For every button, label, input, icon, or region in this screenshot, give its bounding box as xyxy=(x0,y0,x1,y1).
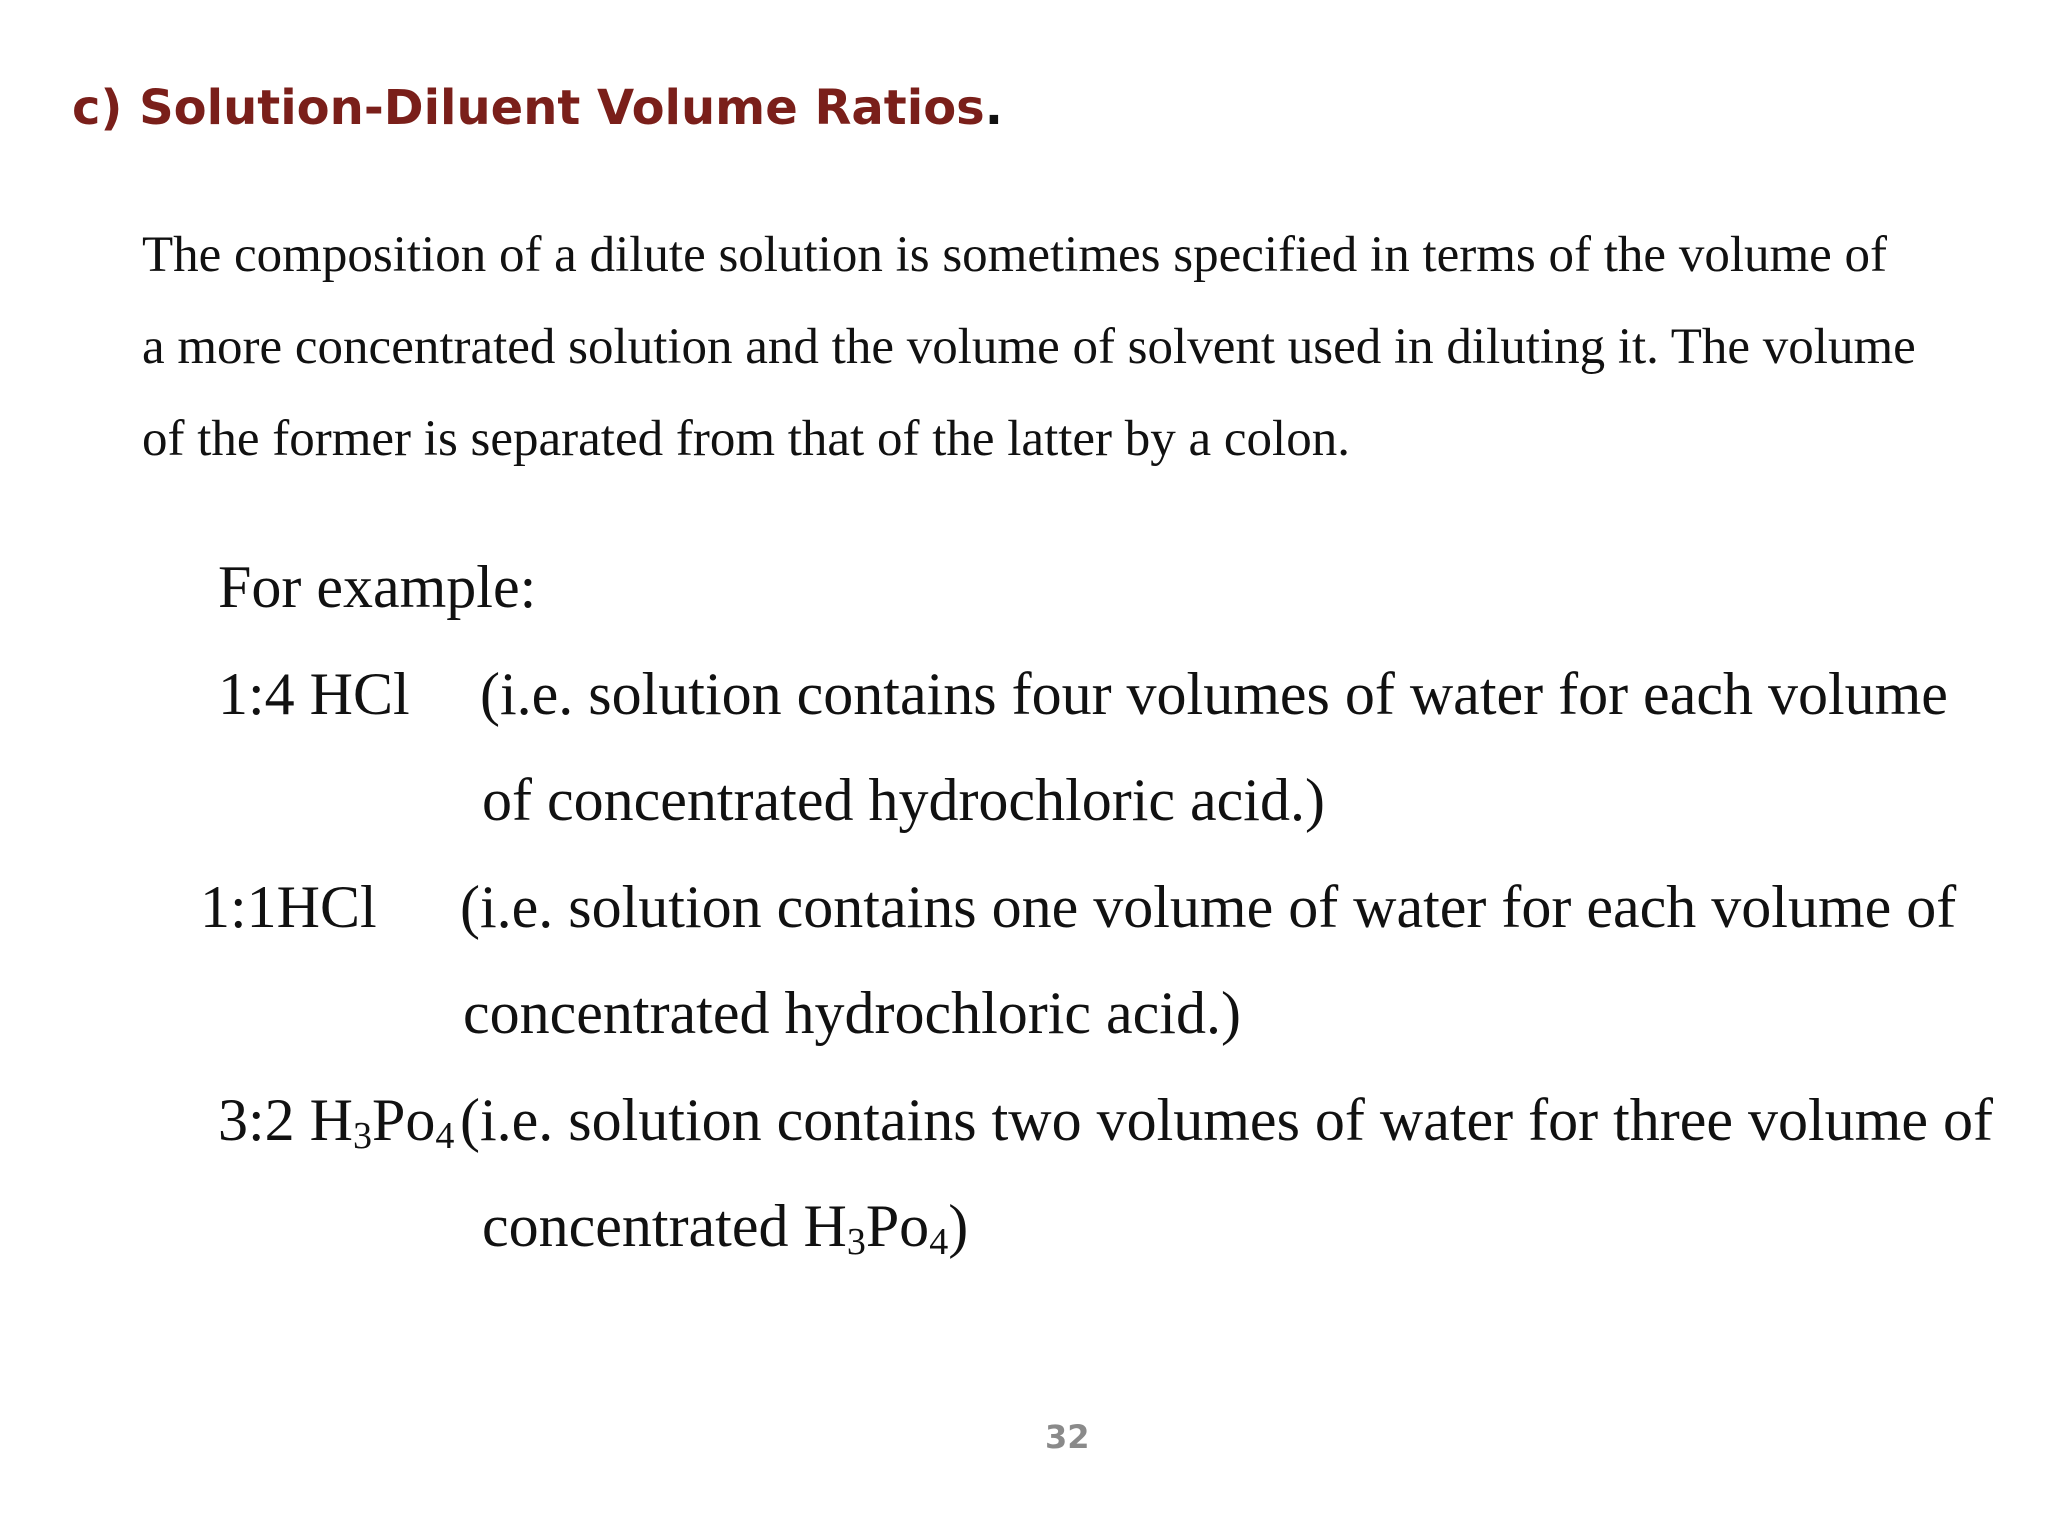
example-3-line-2-subscript-4: 4 xyxy=(929,1221,949,1263)
examples-intro: For example: xyxy=(218,554,537,620)
example-1-line-2: of concentrated hydrochloric acid.) xyxy=(482,767,1325,833)
example-2-line-2: concentrated hydrochloric acid.) xyxy=(463,980,1241,1046)
example-2-line-1: (i.e. solution contains one volume of water for each volume of xyxy=(460,874,1957,940)
example-1-line-1: (i.e. solution contains four volumes of water for each volume xyxy=(480,661,1948,727)
example-3-line-2-subscript-3: 3 xyxy=(846,1221,866,1263)
example-3-label-subscript-3: 3 xyxy=(353,1115,372,1157)
heading-period: . xyxy=(984,80,1003,136)
example-3-label xyxy=(218,1086,454,1155)
heading-text: c) Solution-Diluent Volume Ratios xyxy=(72,80,985,136)
paragraph-line-1: The composition of a dilute solution is sometimes specified in terms of the volume of xyxy=(142,227,1888,283)
page-number: 32 xyxy=(1045,1418,1090,1456)
paragraph-line-2: a more concentrated solution and the volume of solvent used in diluting it. The volume xyxy=(142,319,1916,375)
example-3-line-2-po: Po xyxy=(865,1193,930,1259)
example-3-line-2 xyxy=(482,1192,968,1261)
example-3-line-2-end: ) xyxy=(948,1193,969,1259)
example-3-label-po: Po xyxy=(372,1087,436,1153)
example-3-line-1: (i.e. solution contains two volumes of water for three volume of xyxy=(460,1087,1993,1153)
example-3-label-ratio: 3:2 H xyxy=(218,1087,353,1153)
section-heading xyxy=(72,80,1003,136)
example-2-label: 1:1HCl xyxy=(200,874,377,940)
example-3-label-subscript-4: 4 xyxy=(435,1115,455,1157)
paragraph-line-3: of the former is separated from that of the latter by a colon. xyxy=(142,411,1350,467)
example-1-label: 1:4 HCl xyxy=(218,661,410,727)
example-3-line-2-start: concentrated H xyxy=(482,1193,847,1259)
